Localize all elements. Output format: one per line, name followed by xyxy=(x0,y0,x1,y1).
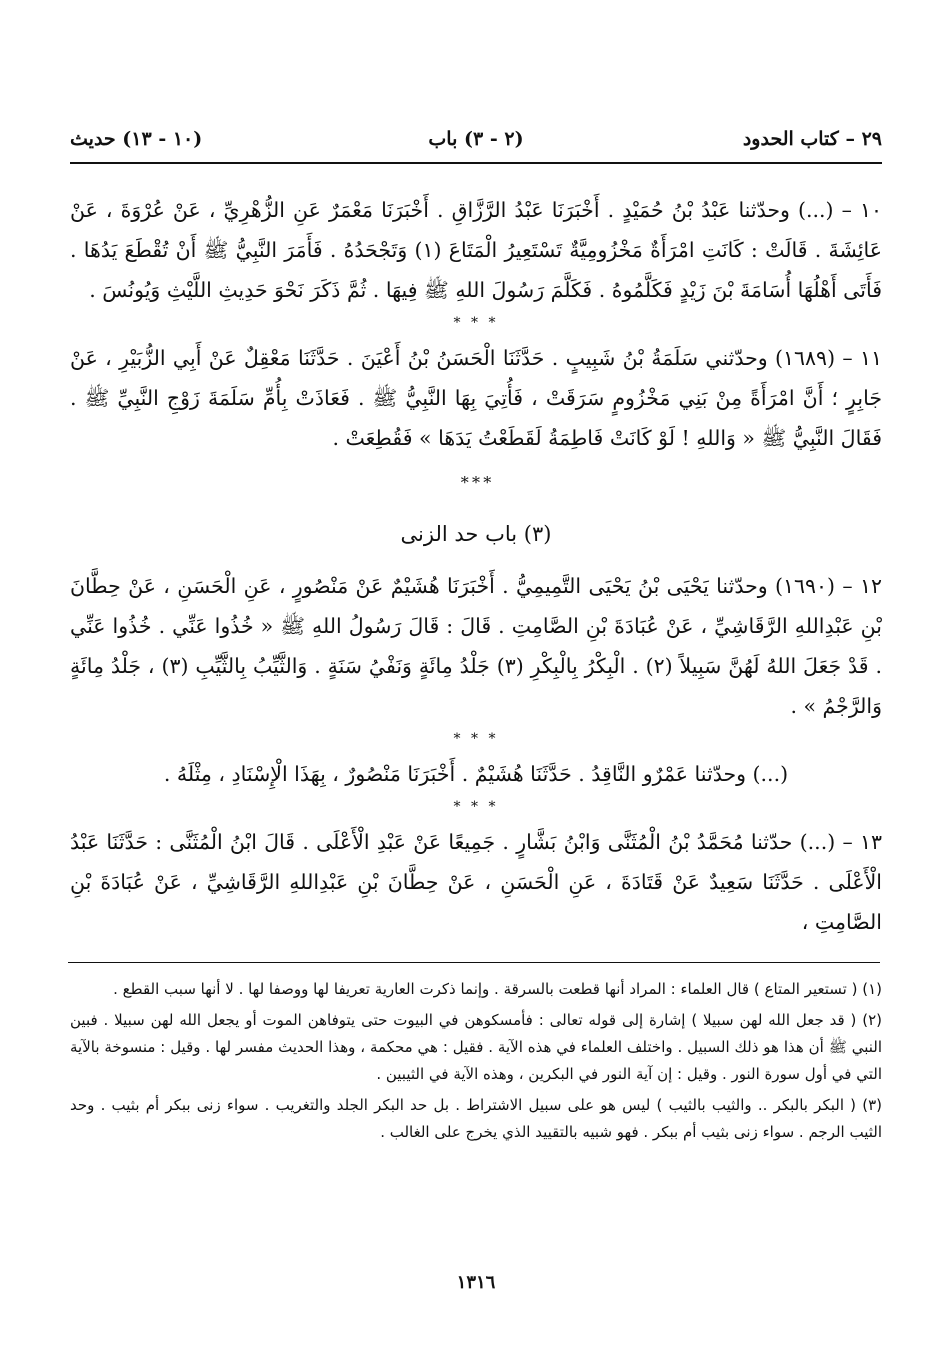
hadith-13: ١٣ – (...) حدّثنا مُحَمَّدُ بْنُ الْمُثَنَّى وَابْنُ بَشَّارٍ . جَمِيعًا عَنْ عَبْدِ الْأَعْلَى . قَالَ ابْنُ الْمُثَنَّى : حَدَّثَنَا عَبْدُ الْأَعْلَى . حَدَّثَنَا سَعِيدٌ عَنْ قَتَادَةَ ، عَنِ الْحَسَنِ ، عَنْ حِطَّانَ بْنِ عَبْدِاللهِ الرَّقَاشِيِّ ، عَنْ عُبَادَةَ بْنِ الصَّامِتِ ، xyxy=(70,830,882,934)
footnote-3: (٣) ( البكر بالبكر .. والثيب بالثيب ) ليس هو على سبيل الاشتراط . بل حد البكر الجلد والتغريب . سواء زنى ببكر أم بثيب . وحد الثيب الرجم . سواء زنى بثيب أم ببكر . فهو شبيه بالتقييد الذي يخرج على الغالب . xyxy=(70,1096,882,1141)
main-text xyxy=(70,190,882,942)
separator-stars: * * * xyxy=(453,315,499,331)
hadith-11: ١١ – (١٦٨٩) وحدّثني سَلَمَةُ بْنُ شَبِيبٍ . حَدَّثَنَا الْحَسَنُ بْنُ أَعْيَنَ . حَدَّثَنَا مَعْقِلٌ عَنْ أَبِي الزُّبَيْرِ ، عَنْ جَابِرٍ ؛ أَنَّ امْرَأَةً مِنْ بَنِي مَخْزُومٍ سَرَقَتْ ، فَأُتِيَ بِهَا النَّبِيُّ ﷺ . فَعَاذَتْ بِأُمِّ سَلَمَةَ زَوْجِ النَّبِيِّ ﷺ . فَقَالَ النَّبِيُّ ﷺ « وَاللهِ ! لَوْ كَانَتْ فَاطِمَةُ لَقَطَعْتُ يَدَهَا » فَقُطِعَتْ . xyxy=(70,346,883,450)
header-chapter-range: (٢ - ٣) باب xyxy=(428,128,524,150)
page-number: ١٣١٦ xyxy=(456,1272,496,1293)
footnotes xyxy=(70,976,882,1150)
separator-stars: * * * xyxy=(460,473,492,492)
header-book-title: ٢٩ – كتاب الحدود xyxy=(742,128,882,150)
hadith-12: ١٢ – (١٦٩٠) وحدّثنا يَحْيَى بْنُ يَحْيَى التَّمِيمِيُّ . أَخْبَرَنَا هُشَيْمٌ عَنْ مَنْصُورٍ ، عَنِ الْحَسَنِ ، عَنْ حِطَّانَ بْنِ عَبْدِاللهِ الرَّقَاشِيِّ ، عَنْ عُبَادَةَ بْنِ الصَّامِتِ . قَالَ : قَالَ رَسُولُ اللهِ ﷺ « خُذُوا عَنِّي . خُذُوا عَنِّي . قَدْ جَعَلَ اللهُ لَهُنَّ سَبِيلاً (٢) . الْبِكْرُ بِالْبِكْرِ (٣) جَلْدُ مِائَةٍ وَنَفْيُ سَنَةٍ . وَالثَّيِّبُ بِالثَّيِّبِ (٣) ، جَلْدُ مِائَةٍ وَالرَّجْمُ » . xyxy=(70,574,882,718)
running-header xyxy=(70,128,882,162)
footnote-2: (٢) ( قد جعل الله لهن سبيلا ) إشارة إلى قوله تعالى : فأمسكوهن في البيوت حتى يتوفاهن الموت أو يجعل الله لهن سبيلا . فبين النبي ﷺ أن هذا هو ذلك السبيل . واختلف العلماء في هذه الآية . فقيل : هي محكمة ، وهذا الحديث مفسر لها . وقيل : منسوخة بالآية التي في أول سورة النور . وقيل : إن آية النور في البكرين ، وهذه الآية في الثيبين . xyxy=(70,1011,882,1083)
separator-stars: * * * xyxy=(453,799,499,815)
footnote-1: (١) ( تستعير المتاع ) قال العلماء : المراد أنها قطعت بالسرقة . وإنما ذكرت العارية تعريفا لها ووصفا لها . لا أنها سبب القطع . xyxy=(113,980,882,998)
footnote-rule xyxy=(68,962,880,963)
hadith-12-variant: (...) وحدّثنا عَمْرٌو النَّاقِدُ . حَدَّثَنَا هُشَيْمٌ . أَخْبَرَنَا مَنْصُورٌ ، بِهَذَا الْإِسْنَادِ ، مِثْلَهُ . xyxy=(163,762,789,786)
separator-stars: * * * xyxy=(453,731,499,747)
header-hadith-range: (١٠ - ١٣) حديث xyxy=(70,128,203,150)
hadith-10: ١٠ – (...) وحدّثنا عَبْدُ بْنُ حُمَيْدٍ . أَخْبَرَنَا عَبْدُ الرَّزَّاقِ . أَخْبَرَنَا مَعْمَرٌ عَنِ الزُّهْرِيِّ ، عَنْ عُرْوَةَ ، عَنْ عَائِشَةَ . قَالَتْ : كَانَتِ امْرَأَةٌ مَخْزُومِيَّةٌ تَسْتَعِيرُ الْمَتَاعَ (١) وَتَجْحَدُهُ . فَأَمَرَ النَّبِيُّ ﷺ أَنْ تُقْطَعَ يَدُهَا . فَأَتَى أَهْلُهَا أُسَامَةَ بْنَ زَيْدٍ فَكَلَّمُوهُ . فَكَلَّمَ رَسُولَ اللهِ ﷺ فِيهَا . ثُمَّ ذَكَرَ نَحْوَ حَدِيثِ اللَّيْثِ وَيُونُسَ . xyxy=(70,198,883,302)
chapter-title: (٣) باب حد الزنى xyxy=(400,522,552,546)
header-rule xyxy=(70,162,882,164)
